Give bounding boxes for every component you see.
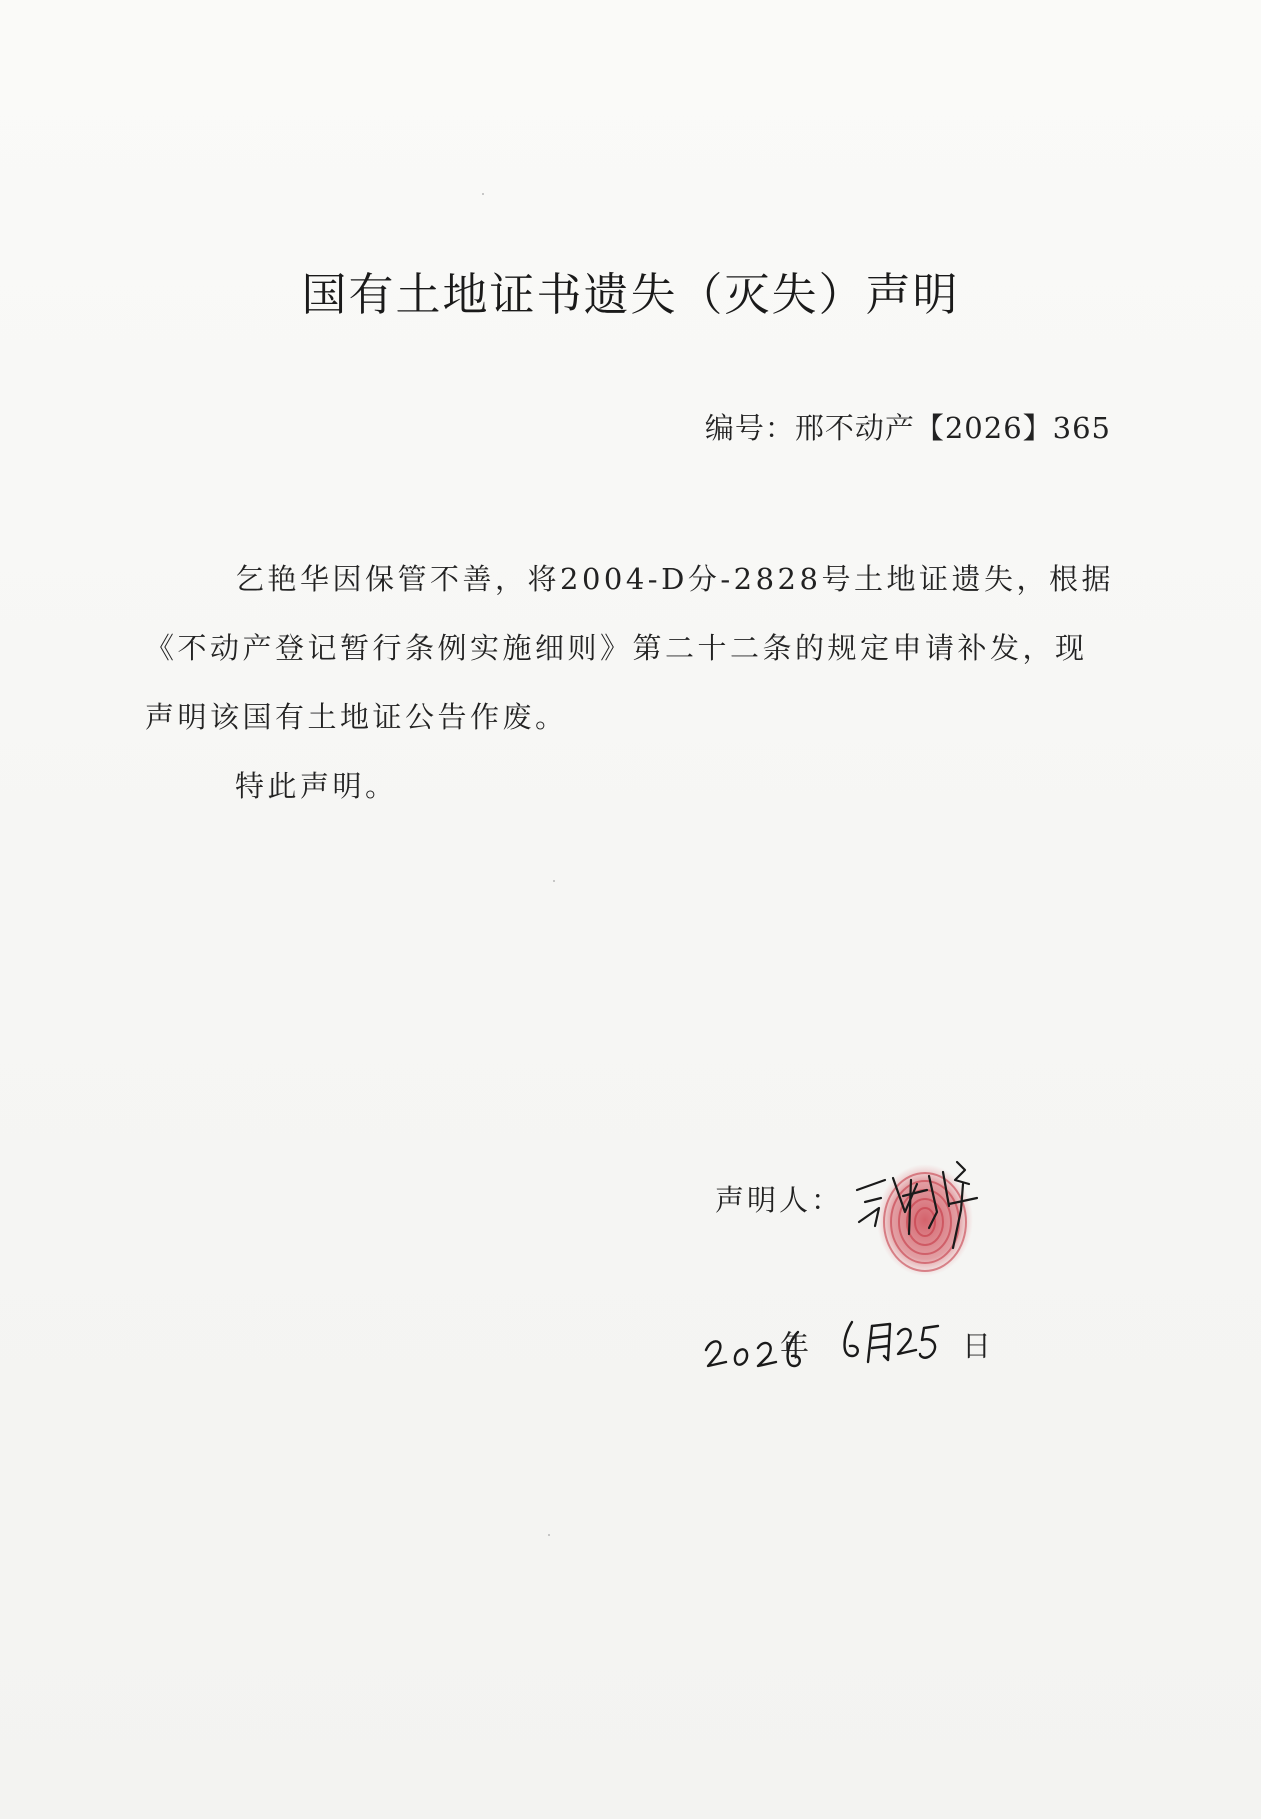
declaration-paragraph: 乞艳华因保管不善，将2004-D分-2828号土地证遗失，根据《不动产登记暂行条例实施细则》第二十二条的规定申请补发，现声明该国有土地证公告作废。 <box>145 562 1114 734</box>
closing-statement: 特此声明。 <box>235 769 398 803</box>
document-number: 编号：邢不动产【2026】365 <box>704 411 1111 445</box>
paper-speck <box>548 1534 550 1536</box>
paper-speck <box>553 880 555 882</box>
declarant-label: 声明人： <box>715 1183 844 1217</box>
signature-block <box>715 1160 1115 1280</box>
handwritten-signature <box>845 1150 1005 1280</box>
declaration-body <box>145 545 1115 821</box>
declaration-date <box>700 1310 1020 1390</box>
day-unit: 日 <box>962 1329 992 1363</box>
document-title: 国有土地证书遗失（灭失）声明 <box>301 268 960 321</box>
handwritten-month-day <box>838 1304 958 1374</box>
year-unit: 年 <box>780 1329 810 1363</box>
paper-speck <box>482 193 484 195</box>
